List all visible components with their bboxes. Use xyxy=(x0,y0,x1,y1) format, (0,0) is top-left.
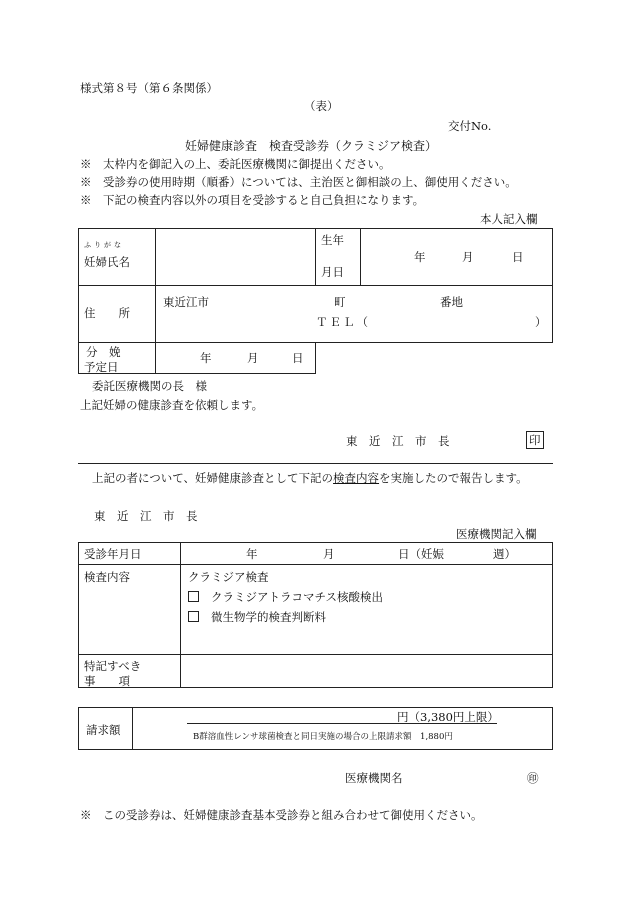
date-week: 週） xyxy=(493,547,516,561)
divider xyxy=(78,463,553,464)
due-label-bottom: 予定日 xyxy=(84,360,119,374)
date-year: 年 xyxy=(246,547,258,561)
date-day: 日（妊娠 xyxy=(398,547,444,561)
footer-note: ※ この受診券は、妊婦健康診査基本受診券と組み合わせて御使用ください。 xyxy=(80,808,483,822)
due-year: 年 xyxy=(200,351,212,365)
address-town: 町 xyxy=(334,295,346,309)
birth-day: 日 xyxy=(512,250,524,264)
name-ruby: ふりがな xyxy=(84,241,124,249)
institution-seal: ㊞ xyxy=(527,771,539,785)
name-label: 妊婦氏名 xyxy=(84,255,130,269)
remarks-label-bottom: 事 項 xyxy=(84,674,130,688)
date-label: 受診年月日 xyxy=(84,547,142,561)
birth-year: 年 xyxy=(414,250,426,264)
exam-item-1-label: 微生物学的検査判断料 xyxy=(211,610,326,624)
request-line-1: 委託医療機関の長 様 xyxy=(92,379,207,393)
request-line-2: 上記妊婦の健康診査を依頼します。 xyxy=(80,398,264,412)
billing-label: 請求額 xyxy=(86,723,121,737)
issue-no-label: 交付No. xyxy=(448,119,492,133)
mayor-seal: 印 xyxy=(526,431,544,449)
checkbox[interactable] xyxy=(188,591,199,602)
report-sentence-underlined: 検査内容 xyxy=(333,471,380,485)
checkbox[interactable] xyxy=(188,611,199,622)
self-entry-section-label: 本人記入欄 xyxy=(480,212,538,226)
report-sentence-pre: 上記の者について、妊婦健康診査として下記の xyxy=(92,471,334,485)
birth-label-top: 生年 xyxy=(321,233,344,247)
billing-underline xyxy=(187,723,497,724)
due-month: 月 xyxy=(247,351,259,365)
address-city: 東近江市 xyxy=(163,295,209,309)
exam-item-0-label: クラミジアトラコマチス核酸検出 xyxy=(211,590,384,604)
request-mayor: 東 近 江 市 長 xyxy=(346,434,450,448)
medical-entry-section-label: 医療機関記入欄 xyxy=(456,527,537,541)
exam-title: クラミジア検査 xyxy=(188,570,269,584)
exam-item-0[interactable] xyxy=(188,589,383,605)
birth-label-bottom: 月日 xyxy=(321,265,344,279)
date-month: 月 xyxy=(323,547,335,561)
side-label: （表） xyxy=(304,99,339,113)
address-label: 住 所 xyxy=(84,306,130,320)
report-sentence-post: を実施したので報告します。 xyxy=(379,471,528,485)
exam-label: 検査内容 xyxy=(84,570,130,584)
remarks-label-top: 特記すべき xyxy=(84,659,142,673)
page-title: 妊婦健康診査 検査受診券（クラミジア検査） xyxy=(185,139,438,153)
tel-close: ） xyxy=(535,315,547,329)
birth-month: 月 xyxy=(462,250,474,264)
note-1: ※ 太枠内を御記入の上、委託医療機関に御提出ください。 xyxy=(80,157,391,171)
due-day: 日 xyxy=(292,351,304,365)
due-label-top: 分 娩 xyxy=(86,345,121,359)
note-2: ※ 受診券の使用時期（順番）については、主治医と御相談の上、御使用ください。 xyxy=(80,175,517,189)
billing-note: B群溶血性レンサ球菌検査と同日実施の場合の上限請求額 1,880円 xyxy=(193,732,453,742)
institution-name-label: 医療機関名 xyxy=(345,771,403,785)
exam-item-1[interactable] xyxy=(188,609,326,625)
tel-label: ＴＥＬ（ xyxy=(316,315,370,329)
note-3: ※ 下記の検査内容以外の項目を受診すると自己負担になります。 xyxy=(80,193,425,207)
report-sentence xyxy=(92,470,528,486)
name-field[interactable] xyxy=(156,229,314,284)
form-number: 様式第８号（第６条関係） xyxy=(80,81,218,95)
billing-amount: 円（3,380円上限） xyxy=(397,710,499,724)
address-banchi: 番地 xyxy=(440,295,463,309)
report-to: 東 近 江 市 長 xyxy=(94,509,198,523)
